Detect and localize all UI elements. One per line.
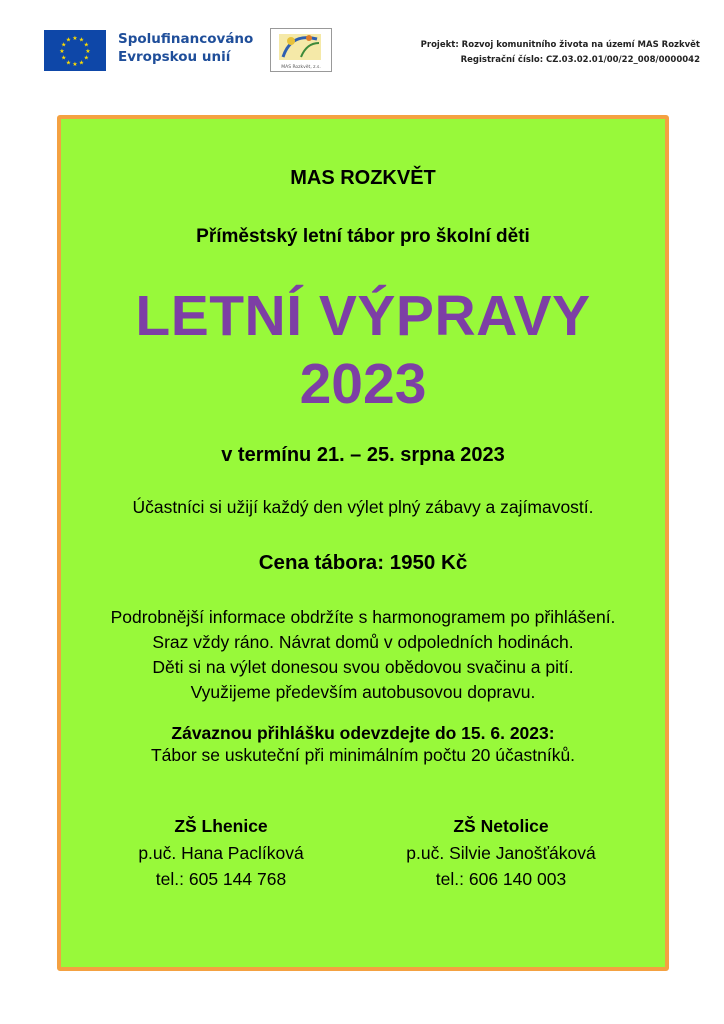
svg-text:★: ★ [59,48,65,55]
teacher-name: p.uč. Silvie Janošťáková [406,843,596,863]
poster-panel [57,115,669,971]
school-name: ZŠ Netolice [453,816,549,836]
eu-line-1: Spolufinancováno [118,31,254,47]
svg-text:★: ★ [72,35,78,42]
teacher-name: p.uč. Hana Paclíková [138,843,304,863]
poster-subtitle: Příměstský letní tábor pro školní děti [196,226,530,247]
minimum-participants-note: Tábor se uskuteční při minimálním počtu 20 účastníků. [150,745,576,765]
svg-text:★: ★ [83,54,89,62]
mas-logo-caption: MAS Rozkvět, z.s. [281,65,321,70]
phone-number: tel.: 605 144 768 [155,869,287,889]
contact-netolice [381,812,621,892]
svg-text:★: ★ [78,59,85,67]
svg-text:★: ★ [83,41,89,49]
poster-title: LETNÍ VÝPRAVY [135,284,591,348]
camp-dates: v termínu 21. – 25. srpna 2023 [221,444,505,466]
mas-rozkvet-logo [270,28,332,72]
info-line: Sraz vždy ráno. Návrat domů v odpoledních hodinách. [152,632,574,652]
info-line: Využijeme především autobusovou dopravu. [190,682,536,702]
registration-number: Registrační číslo: CZ.03.02.01/00/22_008/0000042 [460,55,700,65]
deadline-text: Závaznou přihlášku odevzdejte do 15. 6. 2023: [171,723,555,743]
info-line: Podrobnější informace obdržíte s harmonogramem po přihlášení. [110,607,616,627]
svg-text:★: ★ [78,36,85,44]
flower-icon [271,29,331,63]
svg-text:★: ★ [61,41,67,49]
eu-flag-logo [44,30,106,71]
svg-text:★: ★ [85,48,91,55]
project-name: Projekt: Rozvoj komunitního života na území MAS Rozkvět [420,40,700,50]
poster-year: 2023 [299,352,427,416]
eu-line-2: Evropskou unií [118,49,231,65]
info-block [61,605,665,705]
school-name: ZŠ Lhenice [174,816,268,836]
svg-text:★: ★ [65,59,72,67]
registration-deadline [61,722,665,766]
camp-price: Cena tábora: 1950 Kč [258,551,468,574]
svg-text:★: ★ [72,61,78,68]
camp-description: Účastníci si užijí každý den výlet plný zábavy a zajímavostí. [132,497,594,517]
eu-stars-icon [44,30,106,71]
svg-text:★: ★ [61,54,67,62]
phone-number: tel.: 606 140 003 [435,869,567,889]
eu-cofinanced-label [118,30,253,66]
organization-name: MAS ROZKVĚT [290,167,436,189]
svg-text:★: ★ [65,36,72,44]
contact-lhenice [111,812,331,892]
project-info [421,38,700,68]
info-line: Děti si na výlet donesou svou obědovou svačinu a pití. [152,657,574,677]
